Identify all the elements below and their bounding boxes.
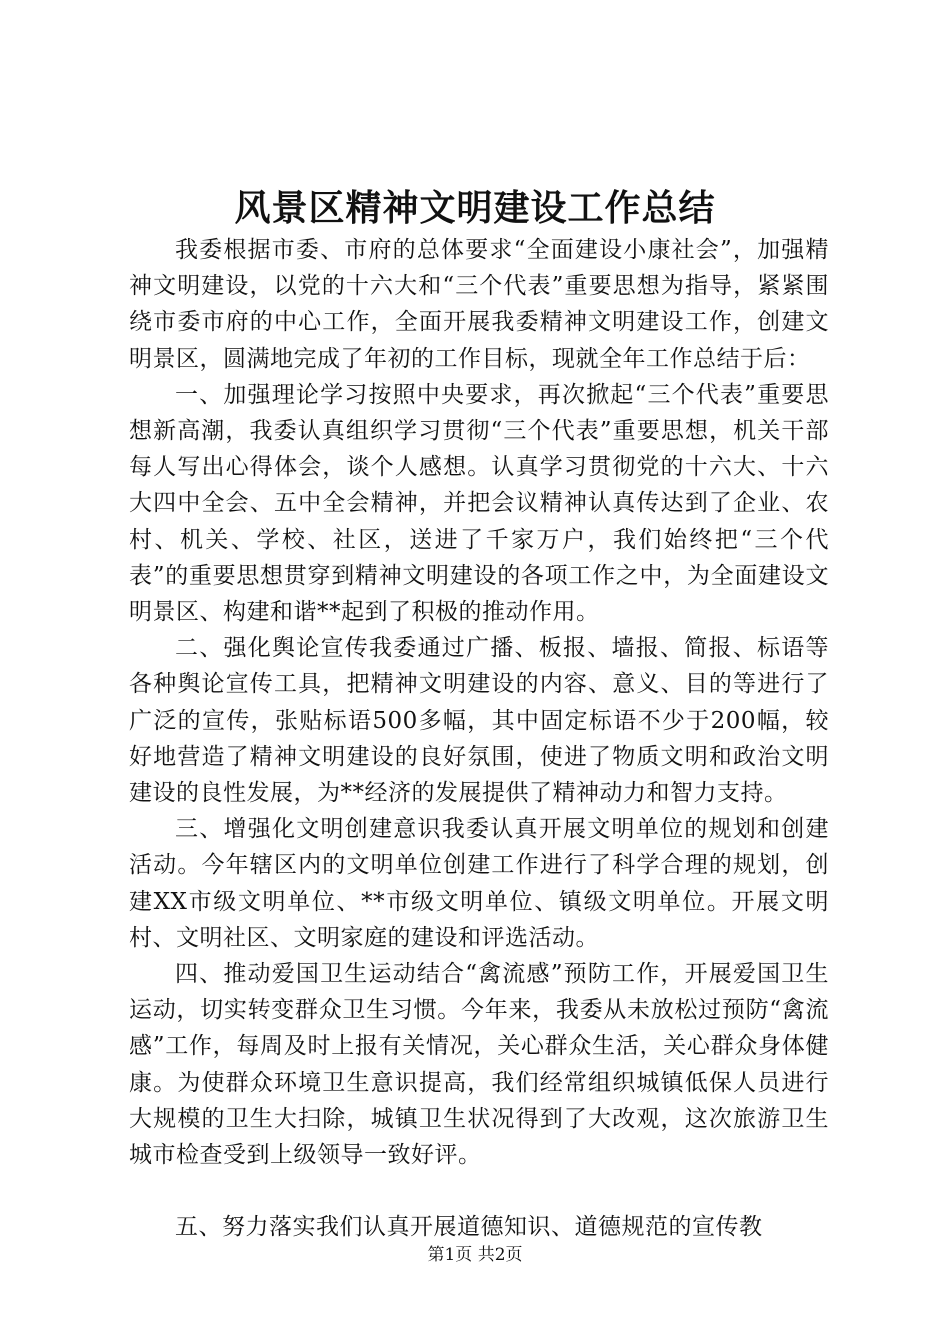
page-number-footer: 第1页 共2页 — [427, 1245, 523, 1265]
paragraph-intro: 我委根据市委、市府的总体要求“全面建设小康社会”，加强精神文明建设，以党的十六大和“三个代表”重要思想为指导，紧紧围绕市委市府的中心工作，全面开展我委精神文明建设工作，创建文明景区，圆满地完成了年初的工作目标，现就全年工作总结于后： — [129, 237, 829, 372]
paragraph-section-1: 一、加强理论学习按照中央要求，再次掀起“三个代表”重要思想新高潮，我委认真组织学习贯彻“三个代表”重要思想，机关干部每人写出心得体会，谈个人感想。认真学习贯彻党的十六大、十六大四中全会、五中全会精神，并把会议精神认真传达到了企业、农村、机关、学校、社区，送进了千家万户，我们始终把“三个代表”的重要思想贯穿到精神文明建设的各项工作之中，为全面建设文明景区、构建和谐**起到了积极的推动作用。 — [129, 381, 829, 626]
paragraph-section-2: 二、强化舆论宣传我委通过广播、板报、墙报、简报、标语等各种舆论宣传工具，把精神文明建设的内容、意义、目的等进行了广泛的宣传，张贴标语500多幅，其中固定标语不少于200幅，较好地营造了精神文明建设的良好氛围，使进了物质文明和政治文明建设的良性发展，为**经济的发展提供了精神动力和智力支持。 — [129, 635, 829, 807]
paragraph-section-3: 三、增强化文明创建意识我委认真开展文明单位的规划和创建活动。今年辖区内的文明单位创建工作进行了科学合理的规划，创建XX市级文明单位、**市级文明单位、镇级文明单位。开展文明村、文明社区、文明家庭的建设和评选活动。 — [129, 816, 829, 951]
paragraph-section-5: 五、努力落实我们认真开展道德知识、道德规范的宣传教 — [175, 1214, 763, 1241]
paragraph-section-4: 四、推动爱国卫生运动结合“禽流感”预防工作，开展爱国卫生运动，切实转变群众卫生习惯。今年来，我委从未放松过预防“禽流感”工作，每周及时上报有关情况，关心群众生活，关心群众身体健康。为使群众环境卫生意识提高，我们经常组织城镇低保人员进行大规模的卫生大扫除，城镇卫生状况得到了大改观，这次旅游卫生城市检查受到上级领导一致好评。 — [129, 961, 829, 1169]
document-title: 风景区精神文明建设工作总结 — [234, 187, 716, 229]
document-body — [129, 232, 829, 1245]
